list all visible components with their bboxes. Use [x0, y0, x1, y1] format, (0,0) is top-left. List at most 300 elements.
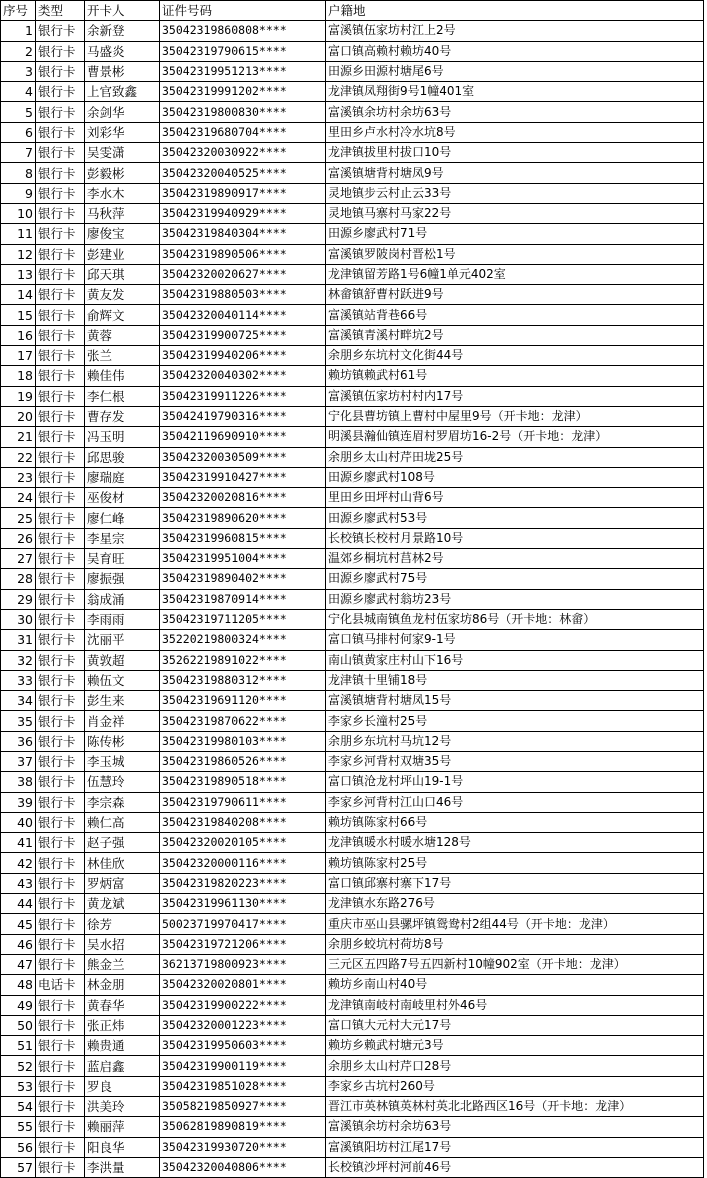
type-cell: 银行卡 — [36, 1157, 85, 1177]
holder-cell: 廖瑞庭 — [85, 467, 160, 487]
holder-cell: 张兰 — [85, 346, 160, 366]
id-number-cell: 35042119690910**** — [160, 427, 326, 447]
table-row — [1, 467, 704, 487]
holder-cell: 林金朋 — [85, 975, 160, 995]
id-number-cell: 35042320030509**** — [160, 447, 326, 467]
id-number-cell: 35042319940206**** — [160, 346, 326, 366]
residence-cell: 田源乡廖武村53号 — [326, 508, 704, 528]
table-row — [1, 82, 704, 102]
type-cell: 电话卡 — [36, 975, 85, 995]
residence-cell: 富口镇沧龙村坪山19-1号 — [326, 772, 704, 792]
residence-cell: 赖坊镇赖武村61号 — [326, 366, 704, 386]
id-number-cell: 35042319950603**** — [160, 1036, 326, 1056]
table-row — [1, 1097, 704, 1117]
id-number-cell: 35062819890819**** — [160, 1117, 326, 1137]
residence-cell: 田源乡廖武村108号 — [326, 467, 704, 487]
id-number-cell: 35042319961130**** — [160, 894, 326, 914]
serial-cell: 10 — [1, 203, 36, 223]
serial-cell: 43 — [1, 873, 36, 893]
type-cell: 银行卡 — [36, 346, 85, 366]
table-row — [1, 122, 704, 142]
holder-cell: 赖贵通 — [85, 1036, 160, 1056]
serial-cell: 35 — [1, 711, 36, 731]
type-cell: 银行卡 — [36, 528, 85, 548]
type-cell: 银行卡 — [36, 244, 85, 264]
id-number-cell: 35042319820223**** — [160, 873, 326, 893]
table-row — [1, 264, 704, 284]
type-cell: 银行卡 — [36, 447, 85, 467]
residence-cell: 龙津镇暖水村暖水塘128号 — [326, 833, 704, 853]
type-cell: 银行卡 — [36, 386, 85, 406]
serial-cell: 57 — [1, 1157, 36, 1177]
holder-cell: 余新登 — [85, 21, 160, 41]
type-cell: 银行卡 — [36, 61, 85, 81]
id-number-cell: 35042319900119**** — [160, 1056, 326, 1076]
id-number-cell: 35042319870622**** — [160, 711, 326, 731]
holder-cell: 李雨雨 — [85, 609, 160, 629]
id-number-cell: 35042320020801**** — [160, 975, 326, 995]
id-number-cell: 35042319940929**** — [160, 203, 326, 223]
holder-cell: 马盛炎 — [85, 41, 160, 61]
id-number-cell: 35042319851028**** — [160, 1076, 326, 1096]
table-row — [1, 569, 704, 589]
serial-cell: 19 — [1, 386, 36, 406]
id-number-cell: 35042320020105**** — [160, 833, 326, 853]
holder-cell: 罗炳富 — [85, 873, 160, 893]
id-number-cell: 35042319840304**** — [160, 224, 326, 244]
type-cell: 银行卡 — [36, 1097, 85, 1117]
serial-cell: 8 — [1, 163, 36, 183]
residence-cell: 长校镇长校村月景路10号 — [326, 528, 704, 548]
table-row — [1, 488, 704, 508]
type-cell: 银行卡 — [36, 1056, 85, 1076]
type-cell: 银行卡 — [36, 549, 85, 569]
residence-cell: 晋江市英林镇英林村英北北路西区16号（开卡地：龙津） — [326, 1097, 704, 1117]
table-row — [1, 203, 704, 223]
table-row — [1, 751, 704, 771]
serial-cell: 29 — [1, 589, 36, 609]
holder-cell: 巫俊材 — [85, 488, 160, 508]
id-number-cell: 35042319890518**** — [160, 772, 326, 792]
table-row — [1, 406, 704, 426]
table-row — [1, 183, 704, 203]
type-cell: 银行卡 — [36, 751, 85, 771]
serial-cell: 3 — [1, 61, 36, 81]
id-number-cell: 35058219850927**** — [160, 1097, 326, 1117]
type-cell: 银行卡 — [36, 995, 85, 1015]
type-cell: 银行卡 — [36, 650, 85, 670]
id-number-cell: 35042319790615**** — [160, 41, 326, 61]
table-row — [1, 914, 704, 934]
table-row — [1, 1117, 704, 1137]
type-cell: 银行卡 — [36, 609, 85, 629]
id-number-cell: 35042319711205**** — [160, 609, 326, 629]
id-number-cell: 35042319860808**** — [160, 21, 326, 41]
holder-cell: 曹存发 — [85, 406, 160, 426]
serial-cell: 11 — [1, 224, 36, 244]
table-row — [1, 1036, 704, 1056]
residence-cell: 李家乡古坑村260号 — [326, 1076, 704, 1096]
table-row — [1, 41, 704, 61]
type-cell: 银行卡 — [36, 203, 85, 223]
table-row — [1, 528, 704, 548]
serial-cell: 23 — [1, 467, 36, 487]
type-cell: 银行卡 — [36, 812, 85, 832]
residence-cell: 重庆市巫山县骡坪镇鸳鸯村2组44号（开卡地：龙津） — [326, 914, 704, 934]
residence-cell: 富溪镇余坊村余坊63号 — [326, 102, 704, 122]
residence-cell: 富溪镇站背巷66号 — [326, 305, 704, 325]
type-cell: 银行卡 — [36, 122, 85, 142]
holder-cell: 黄龙斌 — [85, 894, 160, 914]
type-cell: 银行卡 — [36, 82, 85, 102]
id-number-cell: 35042319860526**** — [160, 751, 326, 771]
id-number-cell: 35042319721206**** — [160, 934, 326, 954]
holder-cell: 李宗森 — [85, 792, 160, 812]
holder-cell: 陈传彬 — [85, 731, 160, 751]
type-cell: 银行卡 — [36, 1117, 85, 1137]
type-cell: 银行卡 — [36, 467, 85, 487]
holder-cell: 吴水招 — [85, 934, 160, 954]
residence-cell: 富口镇邱寨村寨下17号 — [326, 873, 704, 893]
table-row — [1, 427, 704, 447]
residence-cell: 富溪镇塘背村塘凤15号 — [326, 691, 704, 711]
type-cell: 银行卡 — [36, 894, 85, 914]
type-cell: 银行卡 — [36, 1137, 85, 1157]
id-number-cell: 35042319870914**** — [160, 589, 326, 609]
id-number-cell: 35042319911226**** — [160, 386, 326, 406]
residence-cell: 田源乡廖武村翁坊23号 — [326, 589, 704, 609]
id-number-cell: 35042319880312**** — [160, 670, 326, 690]
id-number-cell: 35042320001223**** — [160, 1015, 326, 1035]
residence-cell: 富溪镇伍家坊村江上2号 — [326, 21, 704, 41]
holder-cell: 伍慧玲 — [85, 772, 160, 792]
type-cell: 银行卡 — [36, 772, 85, 792]
id-number-cell: 35042319890506**** — [160, 244, 326, 264]
table-row — [1, 305, 704, 325]
table-row — [1, 61, 704, 81]
holder-cell: 上官致鑫 — [85, 82, 160, 102]
table-row — [1, 1076, 704, 1096]
header-serial: 序号 — [1, 1, 36, 21]
residence-cell: 温郊乡桐坑村莒林2号 — [326, 549, 704, 569]
holder-cell: 熊金兰 — [85, 954, 160, 974]
serial-cell: 56 — [1, 1137, 36, 1157]
type-cell: 银行卡 — [36, 1076, 85, 1096]
table-row — [1, 1137, 704, 1157]
serial-cell: 55 — [1, 1117, 36, 1137]
type-cell: 银行卡 — [36, 1036, 85, 1056]
table-row — [1, 670, 704, 690]
type-cell: 银行卡 — [36, 366, 85, 386]
residence-cell: 龙津镇拔里村拔口10号 — [326, 143, 704, 163]
residence-cell: 富口镇大元村大元17号 — [326, 1015, 704, 1035]
holder-cell: 彭生来 — [85, 691, 160, 711]
id-number-cell: 35042319890620**** — [160, 508, 326, 528]
table-row — [1, 1056, 704, 1076]
holder-cell: 马秋萍 — [85, 203, 160, 223]
type-cell: 银行卡 — [36, 691, 85, 711]
id-number-cell: 35042319680704**** — [160, 122, 326, 142]
serial-cell: 45 — [1, 914, 36, 934]
table-body — [1, 21, 704, 1178]
residence-cell: 灵地镇步云村止云33号 — [326, 183, 704, 203]
residence-cell: 余朋乡蛟坑村荷坊8号 — [326, 934, 704, 954]
serial-cell: 2 — [1, 41, 36, 61]
residence-cell: 李家乡河背村江山口46号 — [326, 792, 704, 812]
holder-cell: 赖丽萍 — [85, 1117, 160, 1137]
holder-cell: 阳良华 — [85, 1137, 160, 1157]
serial-cell: 52 — [1, 1056, 36, 1076]
type-cell: 银行卡 — [36, 569, 85, 589]
holder-cell: 刘彩华 — [85, 122, 160, 142]
type-cell: 银行卡 — [36, 264, 85, 284]
table-row — [1, 508, 704, 528]
serial-cell: 6 — [1, 122, 36, 142]
id-number-cell: 35042319980103**** — [160, 731, 326, 751]
type-cell: 银行卡 — [36, 143, 85, 163]
residence-cell: 李家乡河背村双塘35号 — [326, 751, 704, 771]
id-number-cell: 35220219800324**** — [160, 630, 326, 650]
serial-cell: 44 — [1, 894, 36, 914]
serial-cell: 16 — [1, 325, 36, 345]
serial-cell: 18 — [1, 366, 36, 386]
holder-cell: 赖伍文 — [85, 670, 160, 690]
serial-cell: 34 — [1, 691, 36, 711]
table-row — [1, 21, 704, 41]
residence-cell: 富溪镇阳坊村江尾17号 — [326, 1137, 704, 1157]
id-number-cell: 35042319800830**** — [160, 102, 326, 122]
id-number-cell: 35042320020816**** — [160, 488, 326, 508]
serial-cell: 28 — [1, 569, 36, 589]
residence-cell: 龙津镇水东路276号 — [326, 894, 704, 914]
serial-cell: 26 — [1, 528, 36, 548]
table-row — [1, 731, 704, 751]
residence-cell: 南山镇黄家庄村山下16号 — [326, 650, 704, 670]
type-cell: 银行卡 — [36, 21, 85, 41]
residence-cell: 余朋乡太山村芹口28号 — [326, 1056, 704, 1076]
id-number-cell: 35042320020627**** — [160, 264, 326, 284]
type-cell: 银行卡 — [36, 853, 85, 873]
holder-cell: 李玉城 — [85, 751, 160, 771]
holder-cell: 徐芳 — [85, 914, 160, 934]
table-row — [1, 812, 704, 832]
holder-cell: 彭建业 — [85, 244, 160, 264]
table-row — [1, 1157, 704, 1177]
table-row — [1, 691, 704, 711]
id-number-cell: 35262219891022**** — [160, 650, 326, 670]
holder-cell: 张正炜 — [85, 1015, 160, 1035]
type-cell: 银行卡 — [36, 305, 85, 325]
table-row — [1, 549, 704, 569]
holder-cell: 肖金祥 — [85, 711, 160, 731]
serial-cell: 47 — [1, 954, 36, 974]
holder-cell: 俞辉文 — [85, 305, 160, 325]
table-row — [1, 1015, 704, 1035]
type-cell: 银行卡 — [36, 934, 85, 954]
serial-cell: 15 — [1, 305, 36, 325]
table-row — [1, 244, 704, 264]
id-number-cell: 35042320040302**** — [160, 366, 326, 386]
serial-cell: 30 — [1, 609, 36, 629]
residence-cell: 灵地镇马寨村马家22号 — [326, 203, 704, 223]
header-residence: 户籍地 — [326, 1, 704, 21]
type-cell: 银行卡 — [36, 670, 85, 690]
holder-cell: 林佳欣 — [85, 853, 160, 873]
serial-cell: 49 — [1, 995, 36, 1015]
holder-cell: 沈丽平 — [85, 630, 160, 650]
table-row — [1, 833, 704, 853]
id-number-cell: 35042319951004**** — [160, 549, 326, 569]
residence-cell: 林畲镇舒曹村跃进9号 — [326, 285, 704, 305]
table-row — [1, 609, 704, 629]
holder-cell: 黄友发 — [85, 285, 160, 305]
table-row — [1, 163, 704, 183]
type-cell: 银行卡 — [36, 102, 85, 122]
serial-cell: 32 — [1, 650, 36, 670]
type-cell: 银行卡 — [36, 224, 85, 244]
residence-cell: 富溪镇余坊村余坊63号 — [326, 1117, 704, 1137]
table-row — [1, 630, 704, 650]
holder-cell: 黄春华 — [85, 995, 160, 1015]
residence-cell: 赖坊乡赖武村塘元3号 — [326, 1036, 704, 1056]
id-number-cell: 35042320040525**** — [160, 163, 326, 183]
holder-cell: 赖佳伟 — [85, 366, 160, 386]
table-row — [1, 792, 704, 812]
table-row — [1, 447, 704, 467]
id-number-cell: 35042319960815**** — [160, 528, 326, 548]
serial-cell: 21 — [1, 427, 36, 447]
id-number-cell: 35042319951213**** — [160, 61, 326, 81]
holder-cell: 邱思骏 — [85, 447, 160, 467]
table-row — [1, 224, 704, 244]
table-row — [1, 589, 704, 609]
holder-cell: 彭毅彬 — [85, 163, 160, 183]
serial-cell: 9 — [1, 183, 36, 203]
type-cell: 银行卡 — [36, 711, 85, 731]
serial-cell: 33 — [1, 670, 36, 690]
type-cell: 银行卡 — [36, 163, 85, 183]
serial-cell: 5 — [1, 102, 36, 122]
holder-cell: 洪美玲 — [85, 1097, 160, 1117]
holder-cell: 廖俊宝 — [85, 224, 160, 244]
holder-cell: 曹景彬 — [85, 61, 160, 81]
header-id-number: 证件号码 — [160, 1, 326, 21]
id-number-cell: 35042320040114**** — [160, 305, 326, 325]
id-number-cell: 36213719800923**** — [160, 954, 326, 974]
residence-cell: 富溪镇罗陂岗村晋松1号 — [326, 244, 704, 264]
table-row — [1, 954, 704, 974]
type-cell: 银行卡 — [36, 589, 85, 609]
holder-cell: 蓝启鑫 — [85, 1056, 160, 1076]
holder-cell: 廖振强 — [85, 569, 160, 589]
residence-cell: 田源乡廖武村71号 — [326, 224, 704, 244]
serial-cell: 1 — [1, 21, 36, 41]
id-number-cell: 35042320000116**** — [160, 853, 326, 873]
table-row — [1, 934, 704, 954]
serial-cell: 17 — [1, 346, 36, 366]
residence-cell: 富口镇马排村何家9-1号 — [326, 630, 704, 650]
type-cell: 银行卡 — [36, 488, 85, 508]
holder-cell: 吴雯潇 — [85, 143, 160, 163]
id-number-cell: 35042319790611**** — [160, 792, 326, 812]
residence-cell: 余朋乡东坑村文化街44号 — [326, 346, 704, 366]
table-row — [1, 853, 704, 873]
holder-cell: 赵子强 — [85, 833, 160, 853]
holder-cell: 余剑华 — [85, 102, 160, 122]
holder-cell: 罗良 — [85, 1076, 160, 1096]
serial-cell: 37 — [1, 751, 36, 771]
serial-cell: 25 — [1, 508, 36, 528]
serial-cell: 38 — [1, 772, 36, 792]
id-number-cell: 35042419790316**** — [160, 406, 326, 426]
holder-cell: 黄敦超 — [85, 650, 160, 670]
serial-cell: 20 — [1, 406, 36, 426]
table-row — [1, 366, 704, 386]
residence-cell: 长校镇沙坪村河前46号 — [326, 1157, 704, 1177]
residence-cell: 富溪镇塘背村塘凤9号 — [326, 163, 704, 183]
serial-cell: 51 — [1, 1036, 36, 1056]
holder-cell: 黄蓉 — [85, 325, 160, 345]
residence-cell: 富口镇高赖村赖坊40号 — [326, 41, 704, 61]
table-row — [1, 346, 704, 366]
table-row — [1, 386, 704, 406]
id-number-cell: 35042319880503**** — [160, 285, 326, 305]
holder-cell: 李水木 — [85, 183, 160, 203]
id-number-cell: 35042320040806**** — [160, 1157, 326, 1177]
type-cell: 银行卡 — [36, 792, 85, 812]
holder-cell: 廖仁峰 — [85, 508, 160, 528]
table-row — [1, 102, 704, 122]
type-cell: 银行卡 — [36, 731, 85, 751]
serial-cell: 54 — [1, 1097, 36, 1117]
serial-cell: 4 — [1, 82, 36, 102]
serial-cell: 42 — [1, 853, 36, 873]
holder-cell: 邱天琪 — [85, 264, 160, 284]
table-row — [1, 325, 704, 345]
table-row — [1, 995, 704, 1015]
serial-cell: 50 — [1, 1015, 36, 1035]
table-row — [1, 873, 704, 893]
holder-cell: 冯玉明 — [85, 427, 160, 447]
id-number-cell: 35042320030922**** — [160, 143, 326, 163]
type-cell: 银行卡 — [36, 914, 85, 934]
serial-cell: 31 — [1, 630, 36, 650]
header-type: 类型 — [36, 1, 85, 21]
type-cell: 银行卡 — [36, 954, 85, 974]
type-cell: 银行卡 — [36, 427, 85, 447]
table-row — [1, 650, 704, 670]
id-number-cell: 35042319900222**** — [160, 995, 326, 1015]
residence-cell: 余朋乡东坑村马坑12号 — [326, 731, 704, 751]
residence-cell: 李家乡长潼村25号 — [326, 711, 704, 731]
id-number-cell: 35042319691120**** — [160, 691, 326, 711]
id-number-cell: 35042319890917**** — [160, 183, 326, 203]
residence-cell: 宁化县城南镇鱼龙村伍家坊86号（开卡地：林畲） — [326, 609, 704, 629]
residence-cell: 富溪镇青溪村畔坑2号 — [326, 325, 704, 345]
holder-cell: 李仁根 — [85, 386, 160, 406]
serial-cell: 14 — [1, 285, 36, 305]
table-row — [1, 894, 704, 914]
residence-cell: 余朋乡太山村芹田垅25号 — [326, 447, 704, 467]
residence-cell: 赖坊镇陈家村25号 — [326, 853, 704, 873]
serial-cell: 46 — [1, 934, 36, 954]
residence-cell: 里田乡卢水村冷水坑8号 — [326, 122, 704, 142]
holder-cell: 李星宗 — [85, 528, 160, 548]
serial-cell: 13 — [1, 264, 36, 284]
id-number-cell: 35042319910427**** — [160, 467, 326, 487]
type-cell: 银行卡 — [36, 873, 85, 893]
residence-cell: 龙津镇留芳路1号6幢1单元402室 — [326, 264, 704, 284]
